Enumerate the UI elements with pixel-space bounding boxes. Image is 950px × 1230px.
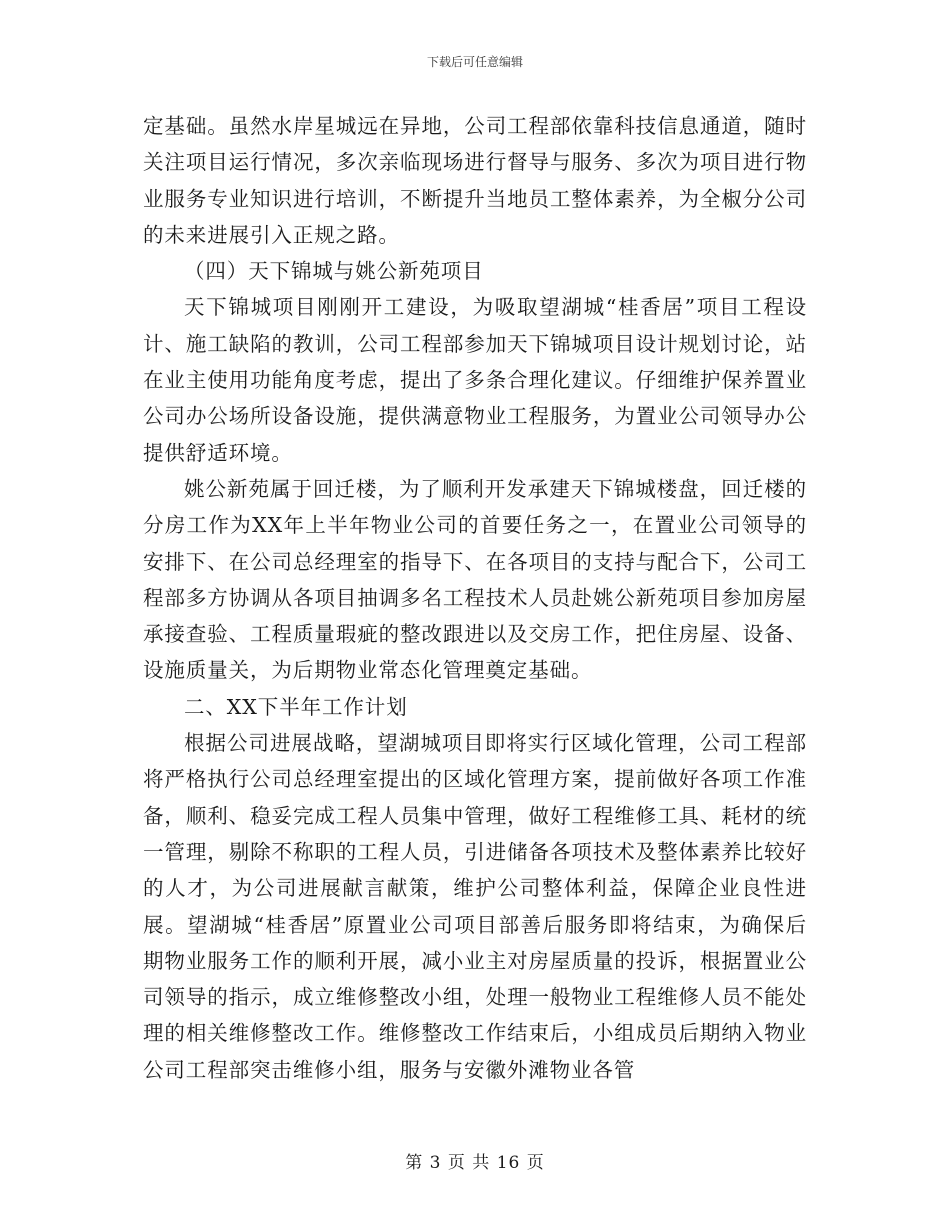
paragraph-work-plan: 根据公司进展战略，望湖城项目即将实行区域化管理，公司工程部将严格执行公司总经理室提出的区域化管理方案，提前做好各项工作准备，顺利、稳妥完成工程人员集中管理，做好工程维修工具、耗材的统一管理，剔除不称职的工程人员，引进储备各项技术及整体素养比较好的人才，为公司进展献言献策，维护公司整体利益，保障企业良性进展。望湖城“桂香居”原置业公司项目部善后服务即将结束，为确保后期物业服务工作的顺利开展，减小业主对房屋质量的投诉，根据置业公司领导的指示，成立维修整改小组，处理一般物业工程维修人员不能处理的相关维修整改工作。维修整改工作结束后，小组成员后期纳入物业公司工程部突击维修小组，服务与安徽外滩物业各管 <box>143 731 807 1082</box>
section-heading-yaogong: （四）天下锦城与姚公新苑项目 <box>184 259 484 284</box>
paragraph-tianxia-jincheng: 天下锦城项目刚刚开工建设，为吸取望湖城“桂香居”项目工程设计、施工缺陷的教训，公司工程部参加天下锦城项目设计规划讨论，站在业主使用功能角度考虑，提出了多条合理化建议。仔细维护保养置业公司办公场所设备设施，提供满意物业工程服务，为置业公司领导办公提供舒适环境。 <box>143 295 807 465</box>
document-body <box>143 108 807 1088</box>
paragraph-yaogong-xinyuan: 姚公新苑属于回迁楼，为了顺利开发承建天下锦城楼盘，回迁楼的分房工作为XX年上半年物业公司的首要任务之一，在置业公司领导的安排下、在公司总经理室的指导下、在各项目的支持与配合下，公司工程部多方协调从各项目抽调多名工程技术人员赴姚公新苑项目参加房屋承接查验、工程质量瑕疵的整改跟进以及交房工作，把住房屋、设备、设施质量关，为后期物业常态化管理奠定基础。 <box>143 476 807 683</box>
page-header: 下载后可任意编辑 <box>426 55 523 69</box>
page-number-footer: 第 3 页 共 16 页 <box>405 1153 545 1173</box>
paragraph-continuation: 定基础。虽然水岸星城远在异地，公司工程部依靠科技信息通道，随时关注项目运行情况，多次亲临现场进行督导与服务、多次为项目进行物业服务专业知识进行培训，不断提升当地员工整体素养，为全椒分公司的未来进展引入正规之路。 <box>143 114 807 247</box>
section-heading-work-plan: 二、XX下半年工作计划 <box>184 694 408 719</box>
